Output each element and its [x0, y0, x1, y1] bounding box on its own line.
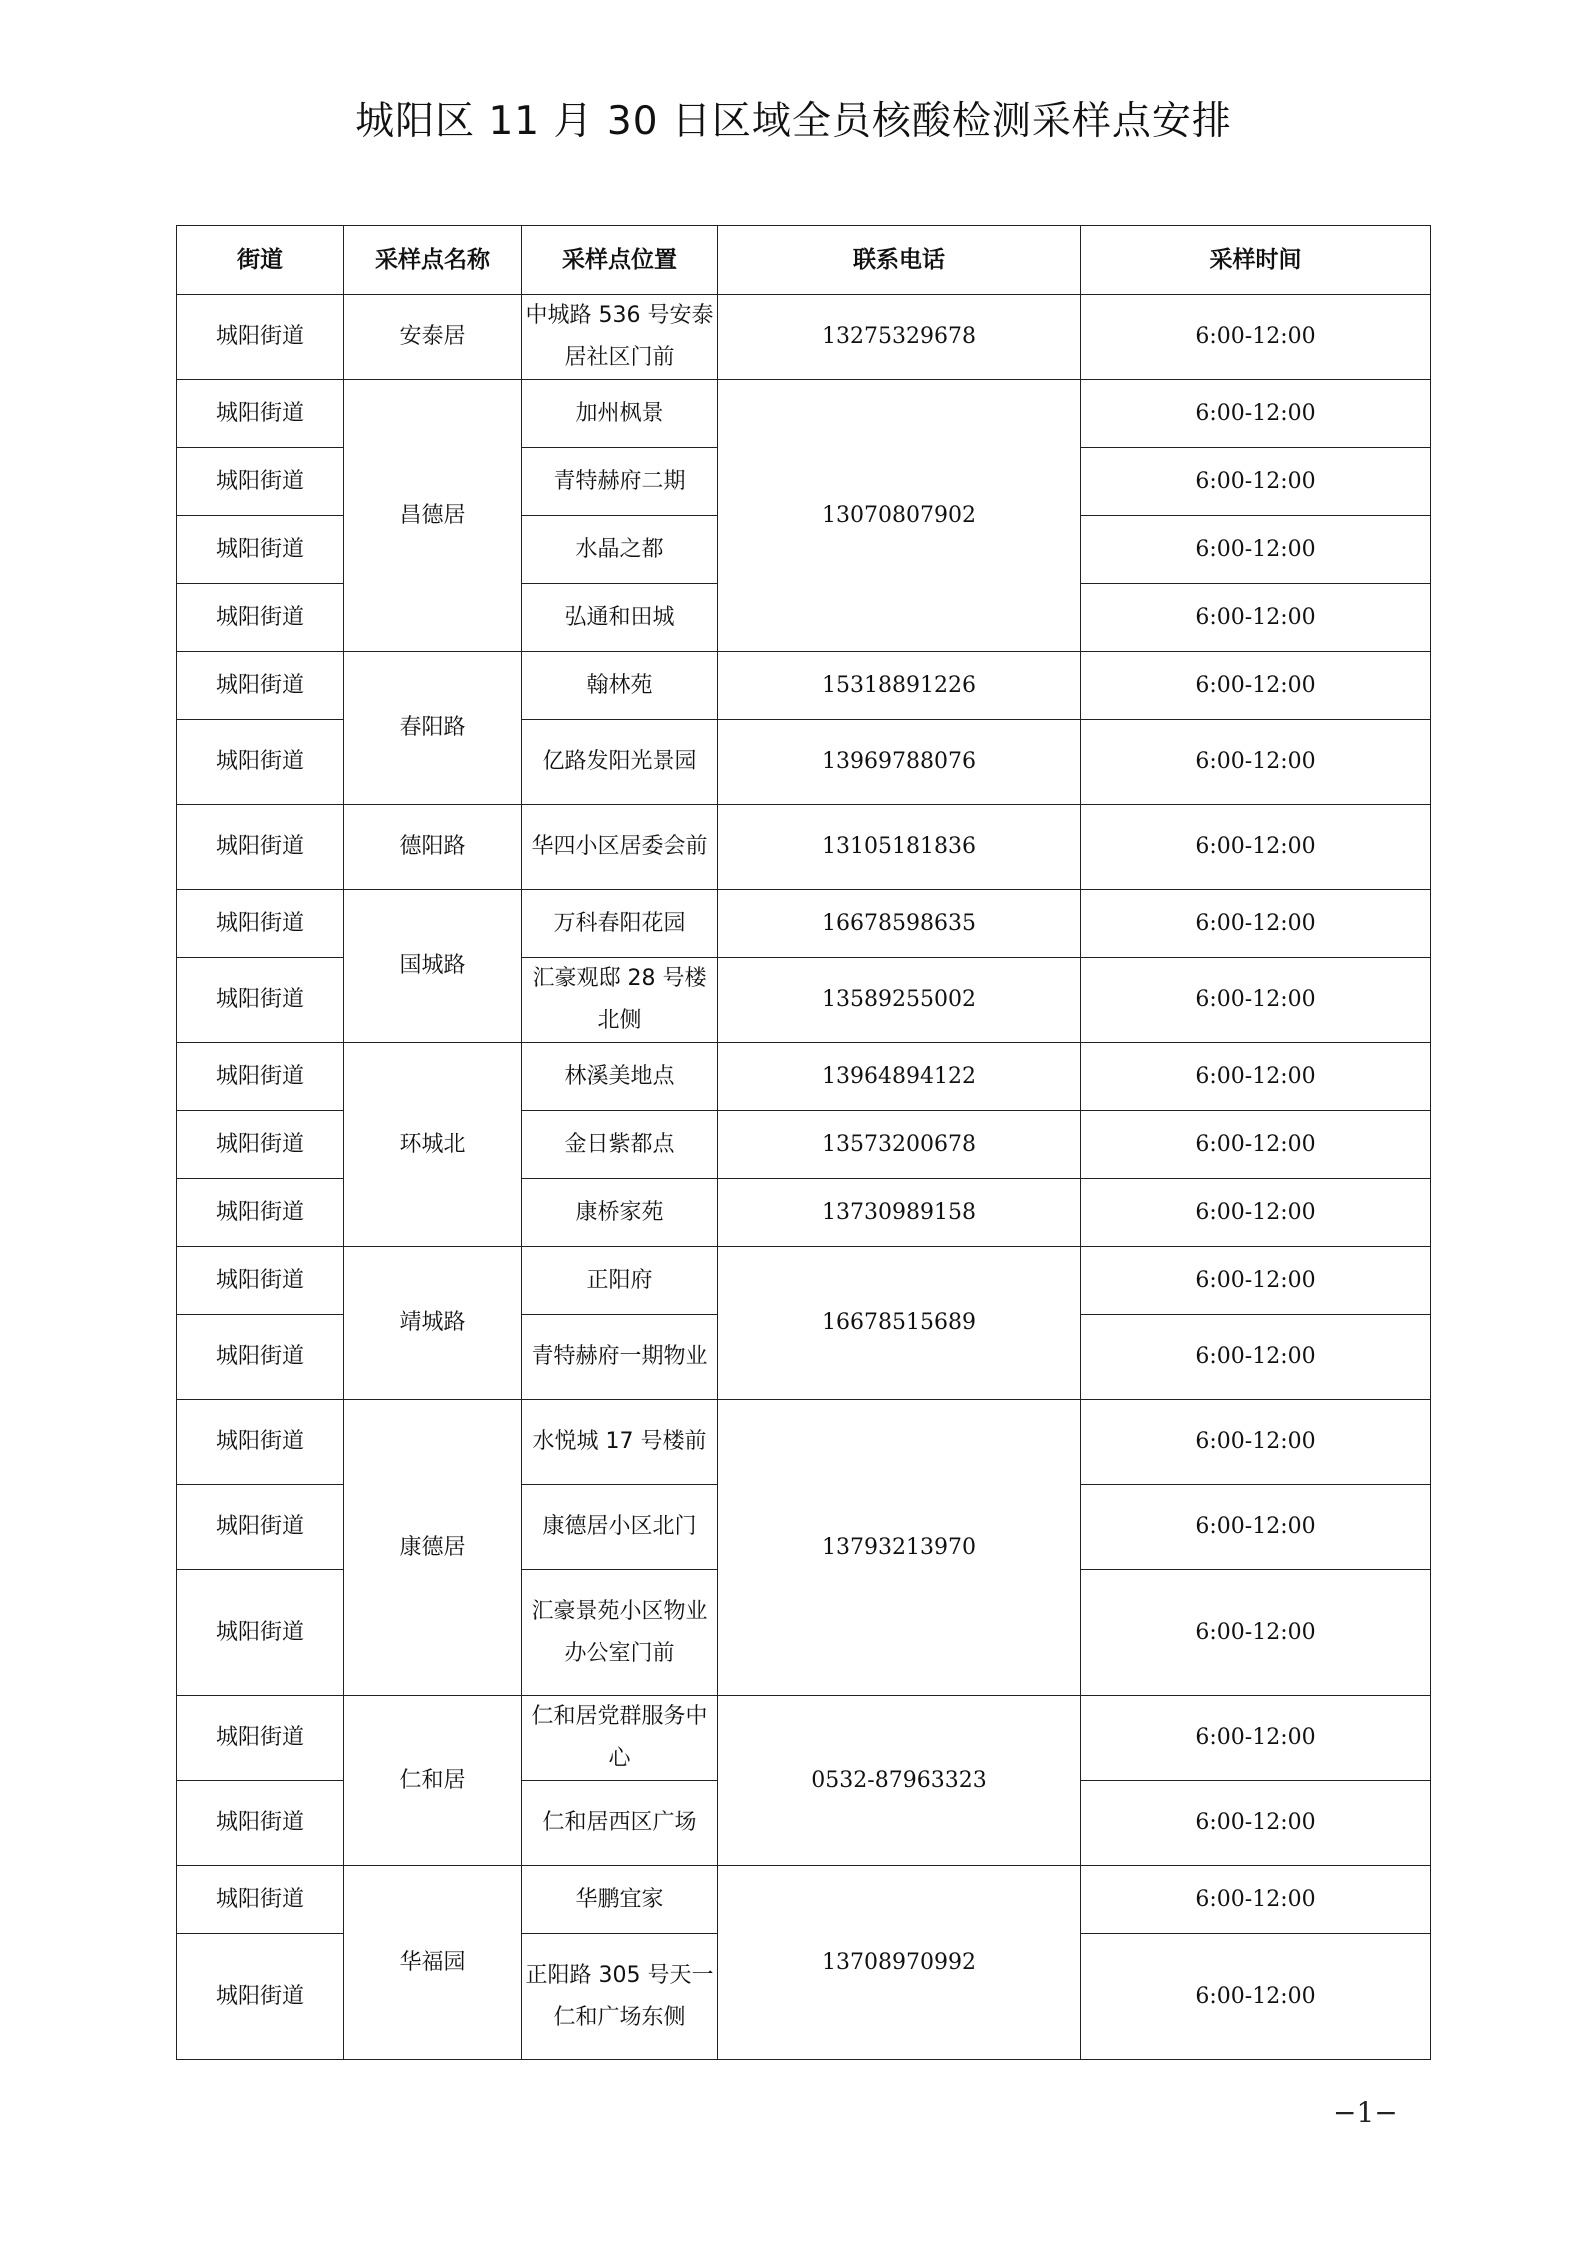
table-row — [177, 890, 1431, 958]
table-row — [177, 1400, 1431, 1485]
site-location-cell: 青特赫府一期物业 — [522, 1315, 718, 1400]
phone-cell: 13589255002 — [718, 958, 1081, 1043]
site-name-cell: 春阳路 — [344, 652, 522, 805]
table-row — [177, 295, 1431, 380]
time-cell: 6:00-12:00 — [1081, 1400, 1431, 1485]
phone-cell: 13275329678 — [718, 295, 1081, 380]
time-cell: 6:00-12:00 — [1081, 1315, 1431, 1400]
table-row — [177, 1866, 1431, 1934]
street-cell: 城阳街道 — [177, 1111, 344, 1179]
time-cell: 6:00-12:00 — [1081, 516, 1431, 584]
table-header-row — [177, 226, 1431, 295]
phone-cell: 15318891226 — [718, 652, 1081, 720]
street-cell: 城阳街道 — [177, 1570, 344, 1696]
site-location-cell: 翰林苑 — [522, 652, 718, 720]
street-cell: 城阳街道 — [177, 1696, 344, 1781]
site-location-cell: 金日紫都点 — [522, 1111, 718, 1179]
street-cell: 城阳街道 — [177, 1866, 344, 1934]
time-cell: 6:00-12:00 — [1081, 1247, 1431, 1315]
street-cell: 城阳街道 — [177, 890, 344, 958]
page-number: −1− — [1333, 2096, 1398, 2129]
street-cell: 城阳街道 — [177, 448, 344, 516]
phone-cell: 13964894122 — [718, 1043, 1081, 1111]
site-name-cell: 环城北 — [344, 1043, 522, 1247]
site-location-cell: 华鹏宜家 — [522, 1866, 718, 1934]
street-cell: 城阳街道 — [177, 958, 344, 1043]
time-cell: 6:00-12:00 — [1081, 1934, 1431, 2060]
sampling-schedule-table — [176, 225, 1431, 2060]
site-name-cell: 国城路 — [344, 890, 522, 1043]
site-name-cell: 安泰居 — [344, 295, 522, 380]
site-location-cell: 康桥家苑 — [522, 1179, 718, 1247]
street-cell: 城阳街道 — [177, 1781, 344, 1866]
site-location-cell: 康德居小区北门 — [522, 1485, 718, 1570]
table-row — [177, 1696, 1431, 1781]
street-cell: 城阳街道 — [177, 1043, 344, 1111]
site-location-cell: 万科春阳花园 — [522, 890, 718, 958]
site-location-cell: 水晶之都 — [522, 516, 718, 584]
time-cell: 6:00-12:00 — [1081, 1781, 1431, 1866]
site-name-cell: 仁和居 — [344, 1696, 522, 1866]
site-location-cell: 弘通和田城 — [522, 584, 718, 652]
site-name-cell: 靖城路 — [344, 1247, 522, 1400]
site-location-cell: 汇豪观邸 28 号楼北侧 — [522, 958, 718, 1043]
site-location-cell: 水悦城 17 号楼前 — [522, 1400, 718, 1485]
time-cell: 6:00-12:00 — [1081, 1043, 1431, 1111]
site-location-cell: 汇豪景苑小区物业办公室门前 — [522, 1570, 718, 1696]
phone-cell: 13730989158 — [718, 1179, 1081, 1247]
phone-cell: 13969788076 — [718, 720, 1081, 805]
phone-cell: 13573200678 — [718, 1111, 1081, 1179]
time-cell: 6:00-12:00 — [1081, 1866, 1431, 1934]
phone-cell: 16678598635 — [718, 890, 1081, 958]
site-location-cell: 中城路 536 号安泰居社区门前 — [522, 295, 718, 380]
time-cell: 6:00-12:00 — [1081, 1696, 1431, 1781]
time-cell: 6:00-12:00 — [1081, 1111, 1431, 1179]
site-location-cell: 仁和居西区广场 — [522, 1781, 718, 1866]
time-cell: 6:00-12:00 — [1081, 1485, 1431, 1570]
time-cell: 6:00-12:00 — [1081, 295, 1431, 380]
table-body — [177, 295, 1431, 2060]
header-site-name: 采样点名称 — [344, 226, 522, 295]
time-cell: 6:00-12:00 — [1081, 1179, 1431, 1247]
time-cell: 6:00-12:00 — [1081, 1570, 1431, 1696]
time-cell: 6:00-12:00 — [1081, 652, 1431, 720]
time-cell: 6:00-12:00 — [1081, 584, 1431, 652]
site-location-cell: 正阳路 305 号天一仁和广场东侧 — [522, 1934, 718, 2060]
time-cell: 6:00-12:00 — [1081, 720, 1431, 805]
phone-cell: 13793213970 — [718, 1400, 1081, 1696]
site-location-cell: 林溪美地点 — [522, 1043, 718, 1111]
phone-cell: 16678515689 — [718, 1247, 1081, 1400]
time-cell: 6:00-12:00 — [1081, 890, 1431, 958]
street-cell: 城阳街道 — [177, 516, 344, 584]
site-name-cell: 昌德居 — [344, 380, 522, 652]
street-cell: 城阳街道 — [177, 1179, 344, 1247]
header-time: 采样时间 — [1081, 226, 1431, 295]
street-cell: 城阳街道 — [177, 805, 344, 890]
site-location-cell: 仁和居党群服务中心 — [522, 1696, 718, 1781]
phone-cell: 13708970992 — [718, 1866, 1081, 2060]
site-location-cell: 青特赫府二期 — [522, 448, 718, 516]
street-cell: 城阳街道 — [177, 1247, 344, 1315]
site-name-cell: 华福园 — [344, 1866, 522, 2060]
table-row — [177, 380, 1431, 448]
table-row — [177, 652, 1431, 720]
table-row — [177, 1247, 1431, 1315]
header-phone: 联系电话 — [718, 226, 1081, 295]
phone-cell: 0532-87963323 — [718, 1696, 1081, 1866]
header-site-location: 采样点位置 — [522, 226, 718, 295]
street-cell: 城阳街道 — [177, 584, 344, 652]
site-name-cell: 康德居 — [344, 1400, 522, 1696]
site-location-cell: 正阳府 — [522, 1247, 718, 1315]
street-cell: 城阳街道 — [177, 1400, 344, 1485]
street-cell: 城阳街道 — [177, 652, 344, 720]
street-cell: 城阳街道 — [177, 295, 344, 380]
street-cell: 城阳街道 — [177, 1315, 344, 1400]
phone-cell: 13105181836 — [718, 805, 1081, 890]
phone-cell: 13070807902 — [718, 380, 1081, 652]
table-row — [177, 805, 1431, 890]
time-cell: 6:00-12:00 — [1081, 958, 1431, 1043]
street-cell: 城阳街道 — [177, 1485, 344, 1570]
table-row — [177, 1043, 1431, 1111]
time-cell: 6:00-12:00 — [1081, 448, 1431, 516]
street-cell: 城阳街道 — [177, 1934, 344, 2060]
site-location-cell: 亿路发阳光景园 — [522, 720, 718, 805]
site-location-cell: 华四小区居委会前 — [522, 805, 718, 890]
street-cell: 城阳街道 — [177, 720, 344, 805]
site-name-cell: 德阳路 — [344, 805, 522, 890]
page-title: 城阳区 11 月 30 日区域全员核酸检测采样点安排 — [355, 99, 1232, 144]
time-cell: 6:00-12:00 — [1081, 380, 1431, 448]
site-location-cell: 加州枫景 — [522, 380, 718, 448]
time-cell: 6:00-12:00 — [1081, 805, 1431, 890]
header-street: 街道 — [177, 226, 344, 295]
street-cell: 城阳街道 — [177, 380, 344, 448]
